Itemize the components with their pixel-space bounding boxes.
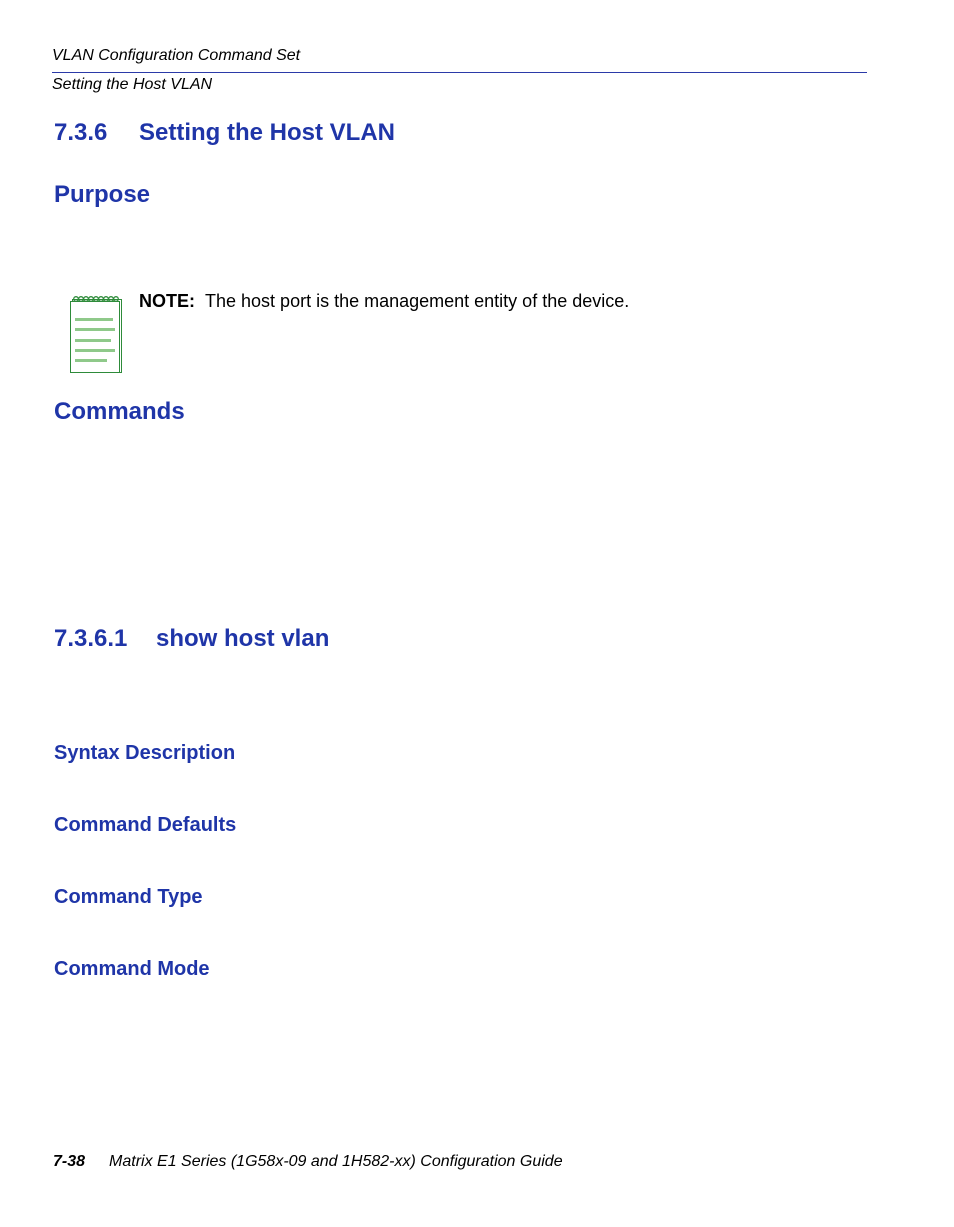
section-title: [54, 119, 395, 147]
subsection-title: [54, 625, 329, 653]
page-footer: [53, 1153, 563, 1171]
subsection-number: 7.3.6.1: [54, 625, 128, 652]
command-type-heading: Command Type: [54, 886, 203, 908]
section-title-text: Setting the Host VLAN: [139, 119, 395, 146]
running-header-chapter: VLAN Configuration Command Set: [52, 47, 301, 64]
commands-heading: Commands: [54, 398, 185, 425]
note-text: [139, 291, 629, 312]
note-label: NOTE:: [139, 291, 195, 311]
header-rule: [52, 72, 867, 73]
footer-title: Matrix E1 Series (1G58x-09 and 1H582-xx) Configuration Guide: [109, 1153, 563, 1170]
purpose-heading: Purpose: [54, 181, 151, 208]
notepad-icon: [68, 293, 126, 375]
command-defaults-heading: Command Defaults: [54, 814, 237, 836]
note-body: The host port is the management entity of the device.: [205, 291, 630, 311]
running-header-section: Setting the Host VLAN: [52, 76, 213, 93]
page-number: 7-38: [53, 1153, 86, 1170]
section-number: 7.3.6: [54, 119, 108, 146]
command-mode-heading: Command Mode: [54, 958, 210, 980]
syntax-description-heading: Syntax Description: [54, 742, 236, 764]
subsection-title-text: show host vlan: [156, 625, 330, 652]
